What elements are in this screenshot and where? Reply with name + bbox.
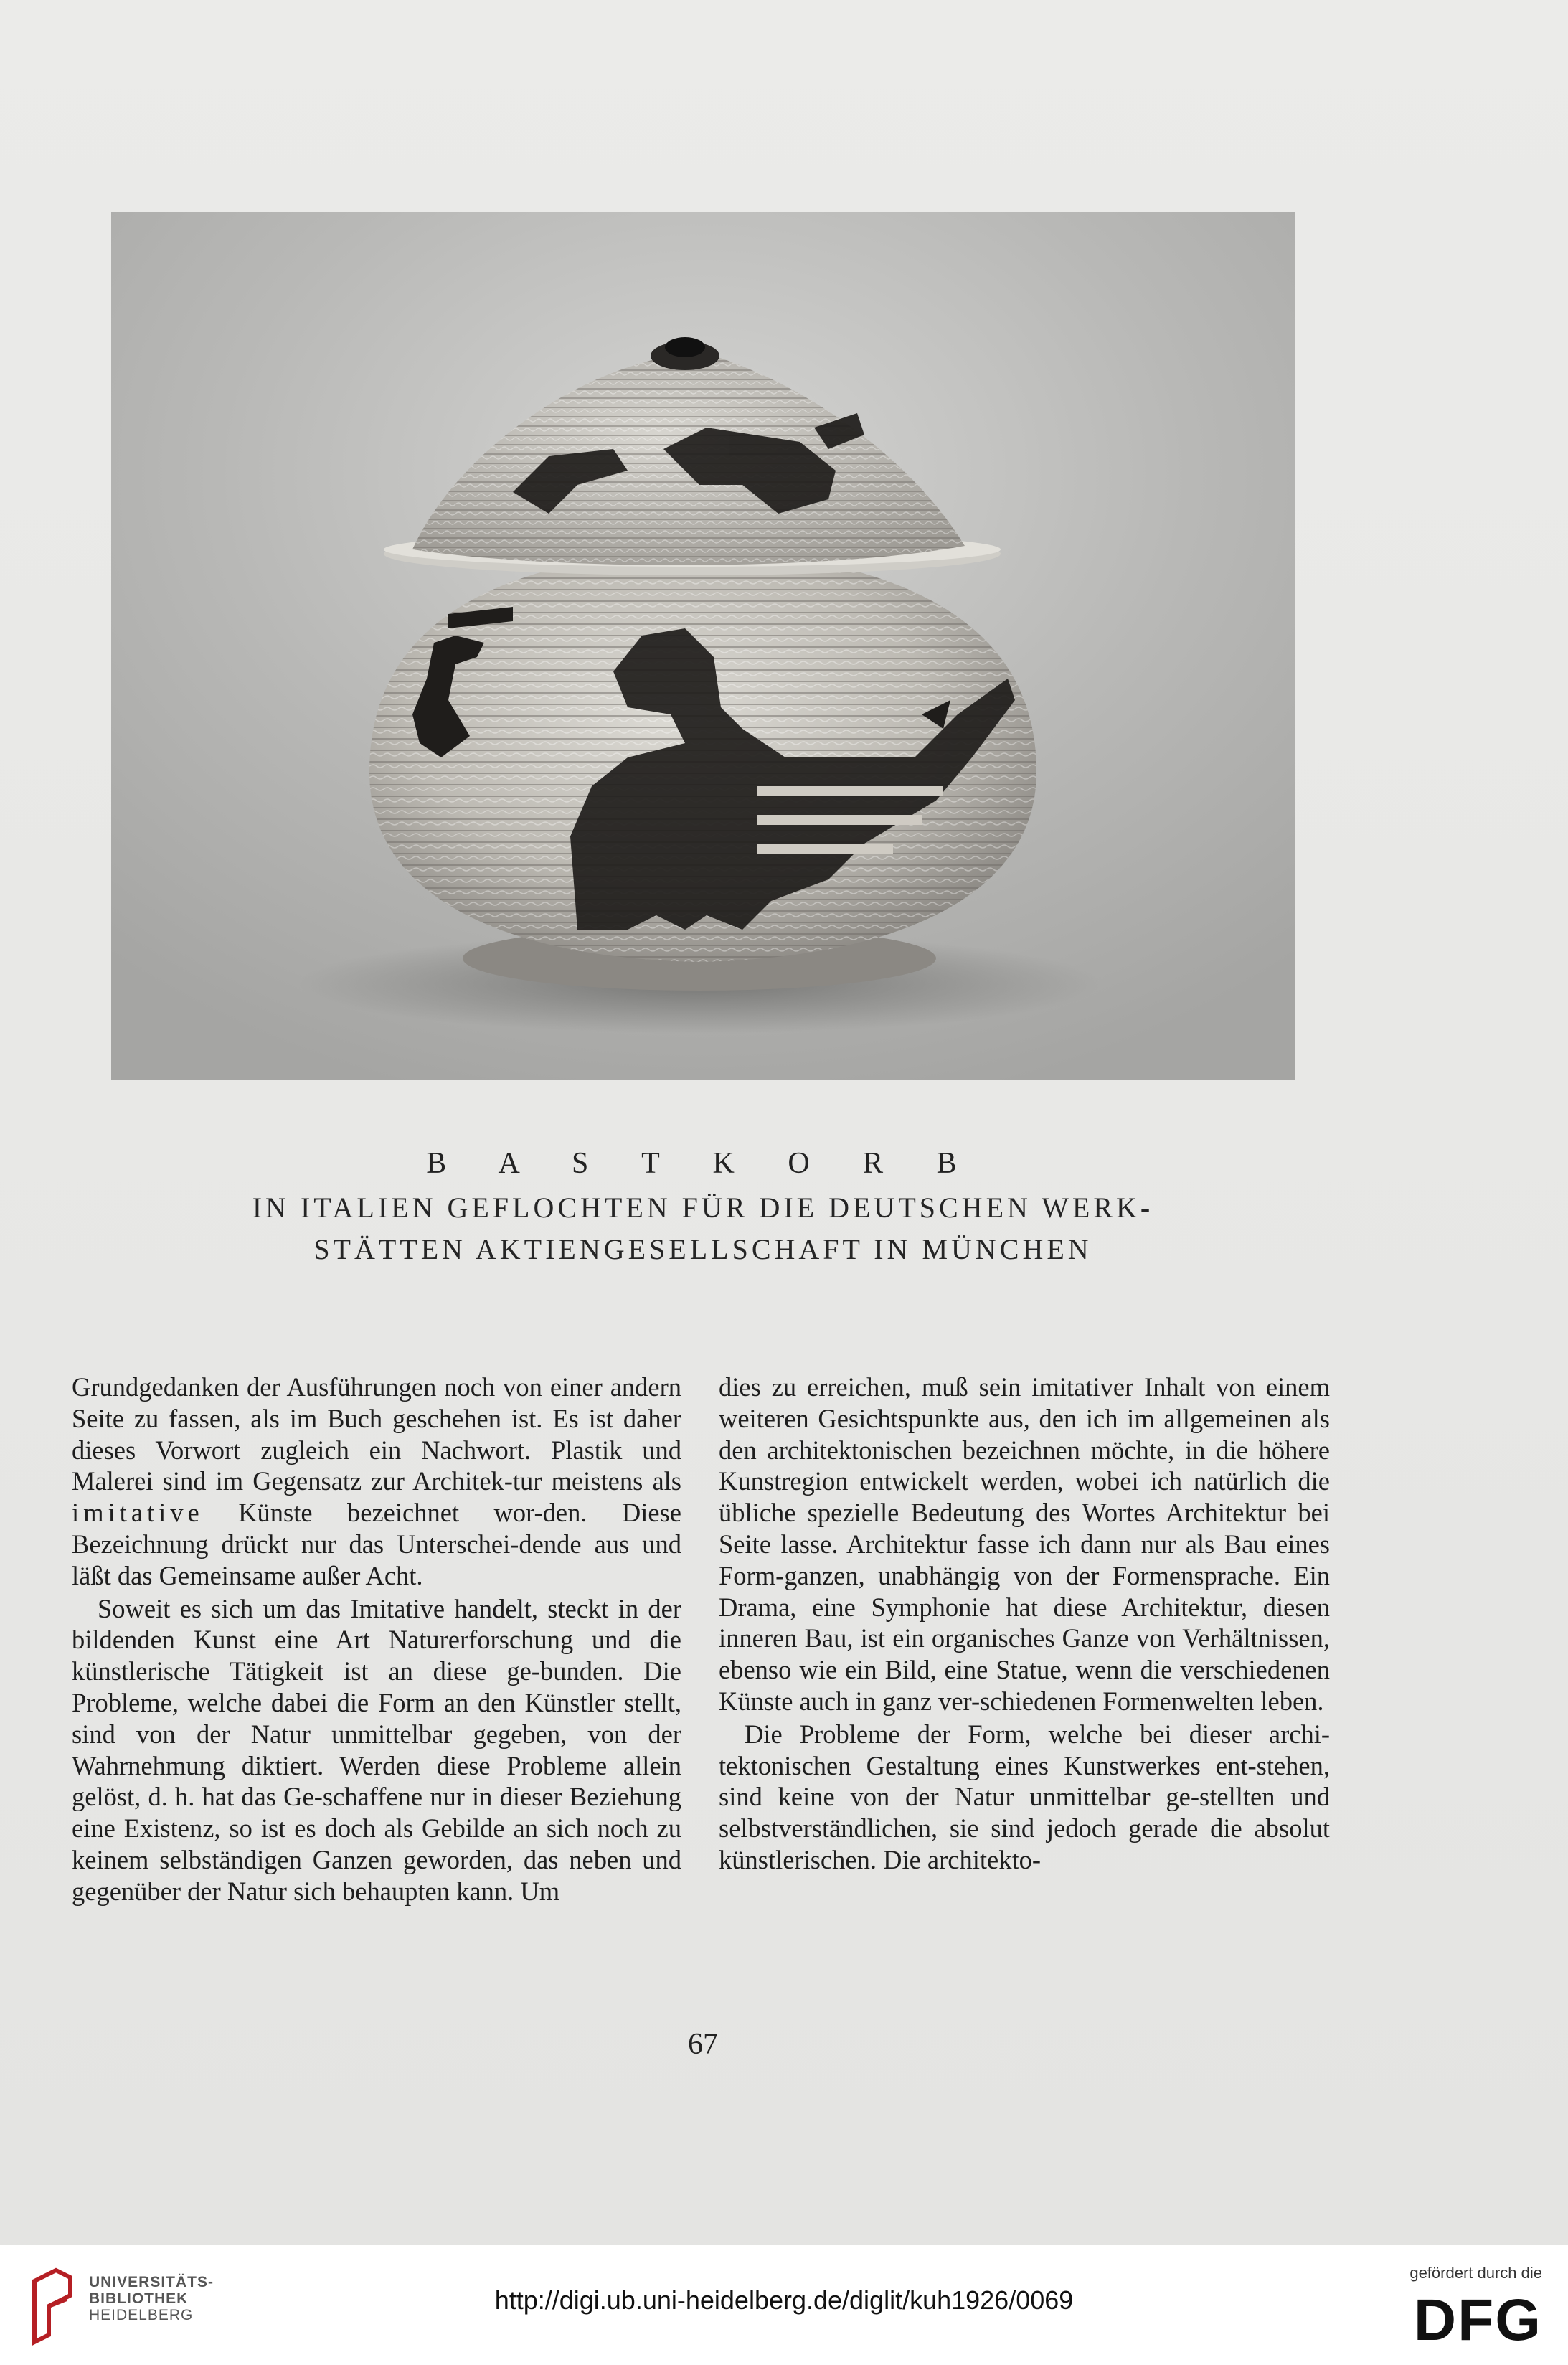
library-name-line-2: BIBLIOTHEK [89,2290,189,2307]
library-name-line-3: HEIDELBERG [89,2307,194,2323]
source-url-link[interactable]: http://digi.ub.uni-heidelberg.de/diglit/kuh1926/0069 [494,2285,1074,2315]
emphasis-imitative: imitative [72,1498,204,1528]
left-paragraph-1-rest: Künste bezeichnet wor-den. Diese Bezeichnung drückt nur das Unterschei-dende aus und läßt das Gemeinsame außer Acht. [72,1498,681,1590]
caption-title: B A S T K O R B [426,1147,980,1180]
caption-subtitle-line-1: IN ITALIEN GEFLOCHTEN FÜR DIE DEUTSCHEN WERK- [252,1191,1154,1224]
library-name-line-1: UNIVERSITÄTS- [89,2274,214,2290]
page-number: 67 [688,2028,718,2061]
right-paragraph-1: dies zu erreichen, muß sein imitativer Inhalt von einem weiteren Gesichtspunkte aus, den ich im allgemeinen als den architektonischen bezeichnen möchte, in die höhere Kunstregion entwickelt werden, wobei ich natürlich die übliche spezielle Bedeutung des Wortes Architektur bei Seite lasse. Architektur fasse ich dann nur als Bau eines Form-ganzen, unabhängig von der Formensprache. Ein Drama, eine Symphonie hat diese Architektur, diesen inneren Bau, ist ein organisches Ganze von Verhältnissen, ebenso wie ein Bild, eine Statue, wenn die verschiedenen Künste auch in ganz ver-schiedenen Formenwelten leben. [719,1372,1330,1716]
dfg-logo: DFG [1413,2288,1542,2353]
right-paragraph-2: Die Probleme der Form, welche bei dieser archi-tektonischen Gestaltung eines Kunstwerkes ent-stehen, sind keine von der Natur unmittelbar ge-stellten und selbstverständlichen, sie sind jedoch gerade die absolut künstlerischen. Die architekto- [719,1719,1330,1874]
left-text-column [72,1372,681,1907]
right-text-column [719,1372,1330,1876]
basket-photograph [111,212,1295,1080]
left-paragraph-2: Soweit es sich um das Imitative handelt, steckt in der bildenden Kunst eine Art Naturerforschung und die künstlerische Tätigkeit ist an diese ge-bunden. Die Probleme, welche dabei die Form an den Künstler stellt, sind von der Natur unmittelbar gegeben, von der Wahrnehmung diktiert. Werden diese Probleme allein gelöst, d. h. hat das Ge-schaffene nur in dieser Beziehung eine Existenz, so ist es doch als Gebilde an sich noch zu keinem selbständigen Ganzen geworden, das neben und gegenüber der Natur sich behaupten kann. Um [72,1593,681,1906]
digitization-footer [0,2245,1568,2365]
caption-subtitle-line-2: STÄTTEN AKTIENGESELLSCHAFT IN MÜNCHEN [313,1233,1092,1265]
left-paragraph-1 [72,1372,681,1592]
left-paragraph-1-text: Grundgedanken der Ausführungen noch von einer andern Seite zu fassen, als im Buch geschehen ist. Es ist daher dieses Vorwort zugleich ein Nachwort. Plastik und Malerei sind im Gegensatz zur Architek-tur meistens als [72,1372,681,1496]
funding-note: gefördert durch die [1409,2264,1542,2282]
bastkorb-illustration [111,212,1295,1080]
